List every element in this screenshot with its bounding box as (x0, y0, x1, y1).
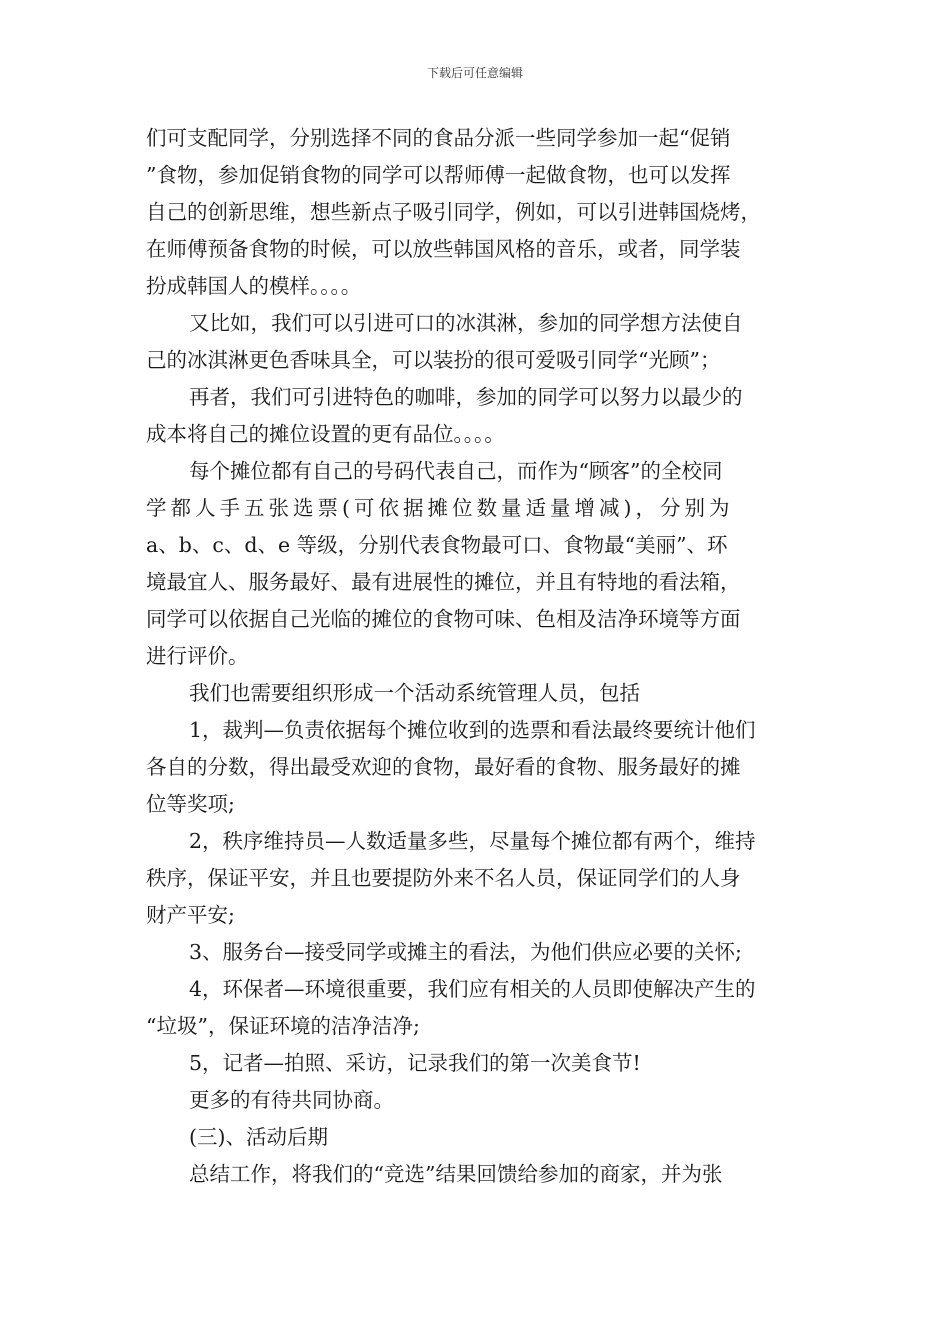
text-line: 同学可以依据自己光临的摊位的食物可味、色相及洁净环境等方面 (146, 607, 741, 631)
text-line: 1，裁判—负责依据每个摊位收到的选票和看法最终要统计他们 (189, 718, 756, 742)
text-line: 自己的创新思维，想些新点子吸引同学，例如，可以引进韩国烧烤， (146, 200, 761, 224)
text-line: 境最宜人、服务最好、最有进展性的摊位，并且有特地的看法箱， (146, 570, 741, 594)
text-line: “垃圾”，保证环境的洁净洁净; (146, 1014, 420, 1038)
text-line: 各自的分数，得出最受欢迎的食物，最好看的食物、服务最好的摊 (146, 755, 741, 779)
text-line: 学都人手五张选票(可依据摊位数量适量增减)，分别为 (146, 496, 734, 520)
text-line: 己的冰淇淋更色香味具全，可以装扮的很可爱吸引同学“光顾”； (146, 348, 721, 372)
text-line: 每个摊位都有自己的号码代表自己，而作为“顾客”的全校同 (189, 459, 723, 483)
text-line: 又比如，我们可以引进可口的冰淇淋，参加的同学想方法使自 (189, 311, 743, 335)
text-line: 成本将自己的摊位设置的更有品位。。。。 (146, 422, 505, 446)
text-line: ”食物，参加促销食物的同学可以帮师傅一起做食物，也可以发挥 (146, 163, 731, 187)
text-line: 我们也需要组织形成一个活动系统管理人员，包括 (189, 681, 640, 705)
text-line: 2，秩序维持员—人数适量多些，尽量每个摊位都有两个，维持 (189, 829, 756, 853)
text-line: 位等奖项; (146, 792, 235, 816)
text-line: 们可支配同学，分别选择不同的食品分派一些同学参加一起“促销 (146, 126, 731, 150)
page-header: 下载后可任意编辑 (426, 66, 523, 80)
text-line: 3、服务台—接受同学或摊主的看法，为他们供应必要的关怀; (189, 940, 742, 964)
text-line: 5，记者—拍照、采访，记录我们的第一次美食节! (189, 1051, 641, 1075)
text-line: (三)、活动后期 (189, 1125, 328, 1149)
document-body (146, 120, 806, 1193)
text-line: 扮成韩国人的模样。。。。 (146, 274, 362, 298)
text-line: 4，环保者—环境很重要，我们应有相关的人员即使解决产生的 (189, 977, 756, 1001)
text-line: 在师傅预备食物的时候，可以放些韩国风格的音乐，或者，同学装 (146, 237, 741, 261)
text-line: 再者，我们可引进特色的咖啡，参加的同学可以努力以最少的 (189, 385, 743, 409)
text-line: 秩序，保证平安，并且也要提防外来不名人员，保证同学们的人身 (146, 866, 741, 890)
text-line: 进行评价。 (146, 644, 249, 668)
text-line: 财产平安; (146, 903, 235, 927)
text-line: 更多的有待共同协商。 (189, 1088, 394, 1112)
text-line: 总结工作，将我们的“竞选”结果回馈给参加的商家，并为张 (189, 1162, 723, 1186)
text-line: a、b、c、d、e 等级，分别代表食物最可口、食物最“美丽”、环 (146, 533, 728, 557)
